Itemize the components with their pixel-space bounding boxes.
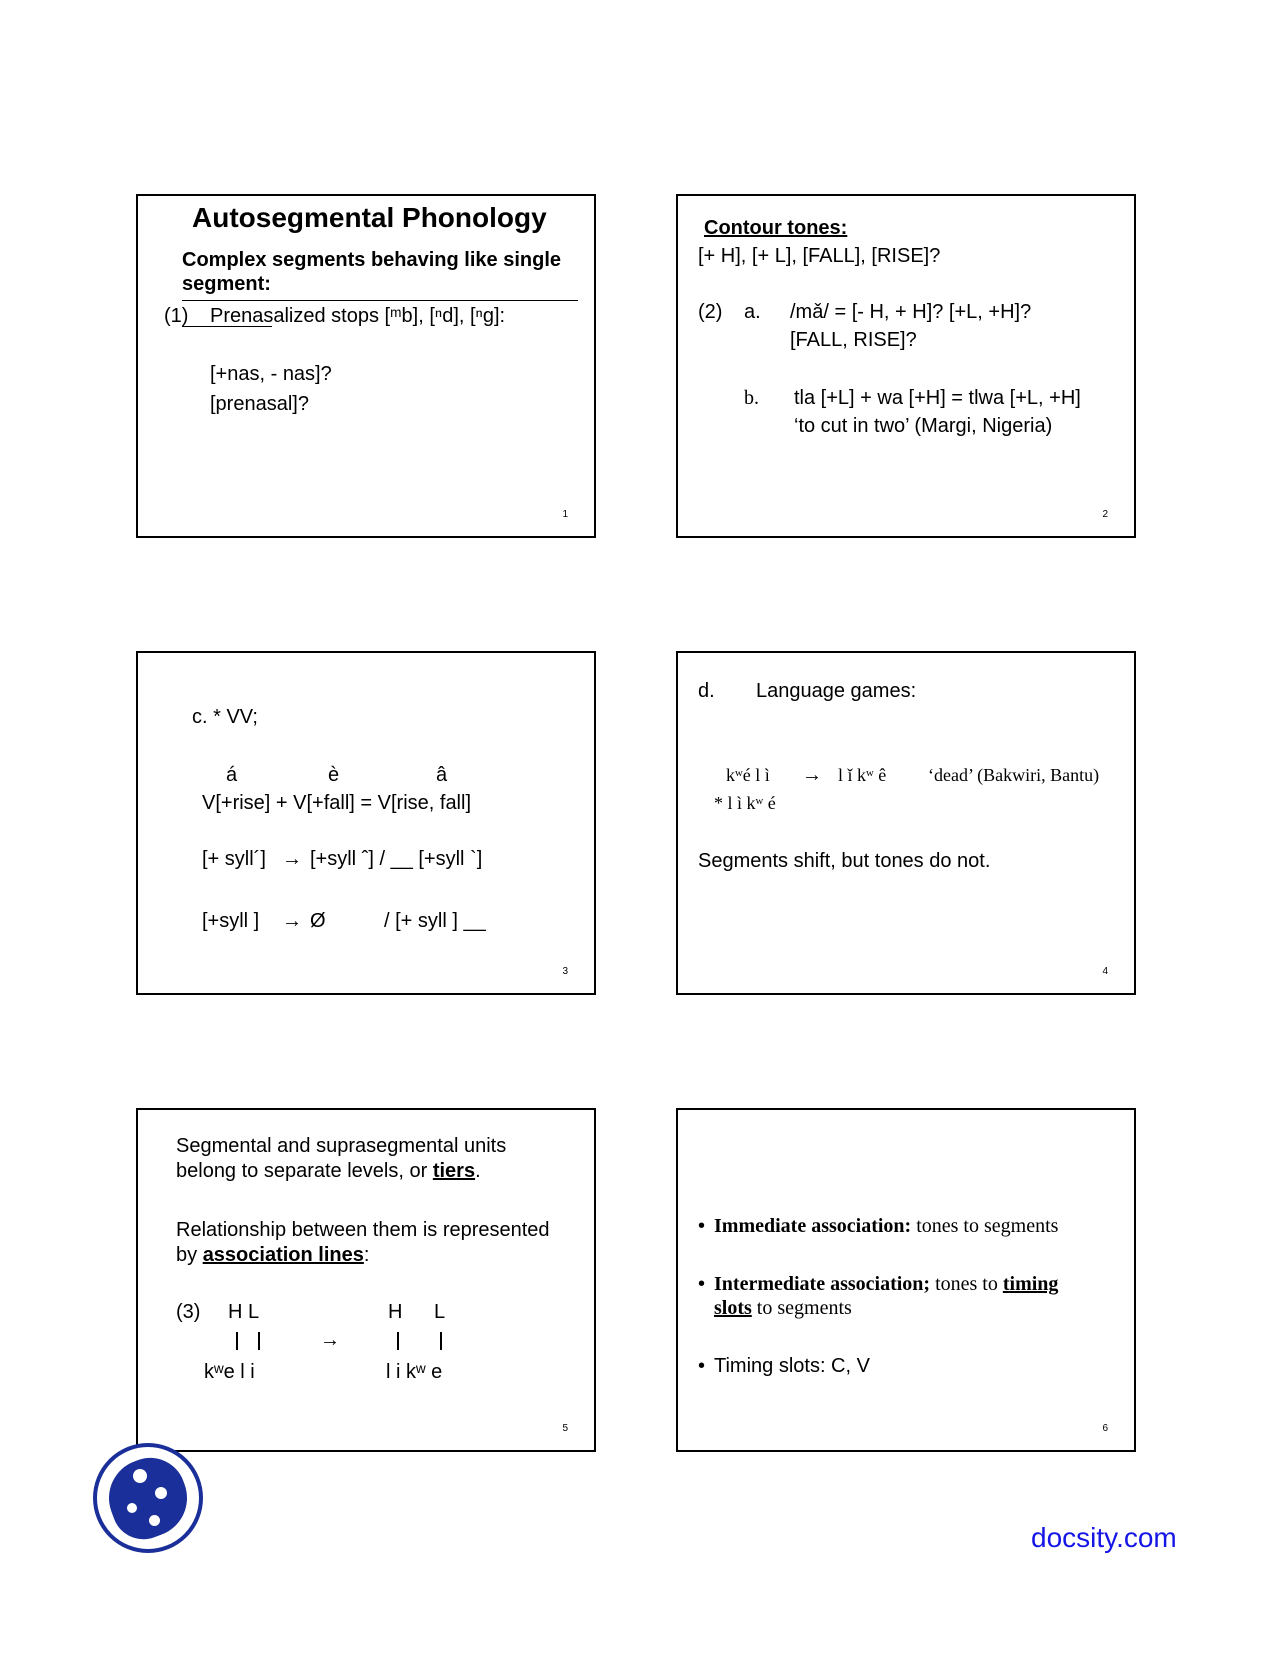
bullet-icon: • bbox=[698, 1215, 706, 1237]
page-number: 4 bbox=[1102, 966, 1108, 977]
page-number: 2 bbox=[1102, 509, 1108, 520]
game-form-1: kʷé l ì bbox=[726, 765, 770, 785]
example-number: (3) bbox=[176, 1301, 201, 1323]
question-2: [prenasal]? bbox=[210, 393, 309, 415]
bullet-icon: • bbox=[698, 1273, 706, 1295]
rule-2-lhs: [+syll ] bbox=[202, 910, 260, 932]
slide-heading: Complex segments behaving like single bbox=[182, 249, 562, 271]
game-starred-form: * l ì kʷ é bbox=[714, 793, 776, 813]
logo-dot bbox=[127, 1503, 137, 1513]
example-number: (2) bbox=[698, 301, 723, 323]
slide-6 bbox=[676, 1108, 1136, 1452]
slide-2 bbox=[676, 194, 1136, 538]
example-text: Prenasalized stops [ᵐb], [ⁿd], [ⁿg]: bbox=[210, 305, 506, 327]
bullet-timing-slots: Timing slots: C, V bbox=[714, 1355, 870, 1377]
example-a-label: a. bbox=[744, 301, 761, 323]
page-number: 3 bbox=[562, 966, 568, 977]
brand-link[interactable]: docsity.com bbox=[1031, 1522, 1177, 1553]
rule-1-lhs: [+ syll´] bbox=[202, 848, 266, 870]
term-timing: timing bbox=[1002, 1273, 1059, 1295]
paragraph-1-line-2 bbox=[176, 1159, 481, 1183]
paragraph-2-line-1: Relationship between them is represented bbox=[176, 1219, 550, 1241]
vowel-rise: á bbox=[226, 764, 238, 786]
term-tiers: tiers bbox=[432, 1160, 476, 1182]
paragraph-2-end: : bbox=[363, 1244, 370, 1266]
bullet-text: to segments bbox=[751, 1297, 852, 1319]
rule-2-rhs: / [+ syll ] __ bbox=[384, 910, 486, 932]
association-line bbox=[258, 1332, 260, 1350]
bullet-text: tones to bbox=[930, 1273, 1003, 1295]
page-number: 5 bbox=[562, 1423, 568, 1434]
logo-blob bbox=[98, 1448, 198, 1548]
example-a-text-cont: [FALL, RISE]? bbox=[790, 329, 917, 351]
example-a-text: /mǎ/ = [- H, + H]? [+L, +H]? bbox=[790, 301, 1032, 323]
arrow-icon: → bbox=[282, 848, 302, 870]
slide-5 bbox=[136, 1108, 596, 1452]
rule-2-null: Ø bbox=[310, 910, 326, 932]
term-intermediate-association: Intermediate association; bbox=[714, 1273, 931, 1295]
rule-1-rhs: [+syll ˆ] / __ [+syll `] bbox=[310, 848, 483, 870]
page-number: 6 bbox=[1102, 1423, 1108, 1434]
term-association-lines: association lines bbox=[202, 1244, 364, 1266]
logo-dot bbox=[133, 1469, 147, 1483]
vowel-rise-fall: â bbox=[436, 764, 448, 786]
heading-underline bbox=[182, 300, 578, 301]
example-number: (1) bbox=[164, 305, 189, 327]
arrow-icon: → bbox=[282, 910, 302, 932]
tone-h: H bbox=[388, 1301, 403, 1323]
example-c: c. * VV; bbox=[192, 706, 258, 728]
logo-dot bbox=[149, 1515, 160, 1526]
arrow-icon: → bbox=[802, 764, 822, 786]
tones-left: H L bbox=[228, 1301, 260, 1323]
tone-l: L bbox=[434, 1301, 446, 1323]
term-immediate-association: Immediate association: bbox=[714, 1215, 912, 1237]
paragraph-1-end: . bbox=[475, 1160, 481, 1182]
slide-3 bbox=[136, 651, 596, 995]
slide-4 bbox=[676, 651, 1136, 995]
slide-heading: Contour tones: bbox=[704, 217, 848, 239]
bullet-intermediate-association-cont bbox=[714, 1296, 852, 1320]
contour-equation: V[+rise] + V[+fall] = V[rise, fall] bbox=[202, 792, 472, 814]
slide-heading: Language games: bbox=[756, 680, 917, 702]
bullet-icon: • bbox=[698, 1355, 706, 1377]
example-b-text: tla [+L] + wa [+H] = tlwa [+L, +H] bbox=[794, 387, 1081, 409]
example-d: d. bbox=[698, 680, 715, 702]
term-slots: slots bbox=[714, 1297, 752, 1319]
slide-heading-cont: segment: bbox=[182, 273, 271, 295]
paragraph-1-text: belong to separate levels, or bbox=[176, 1160, 428, 1182]
feature-list: [+ H], [+ L], [FALL], [RISE]? bbox=[698, 245, 941, 267]
logo-dot bbox=[155, 1487, 167, 1499]
slide-title: Autosegmental Phonology bbox=[192, 202, 547, 233]
association-line bbox=[236, 1332, 238, 1350]
paragraph-2-text: by bbox=[176, 1244, 198, 1266]
game-note: Segments shift, but tones do not. bbox=[698, 850, 991, 872]
bullet-intermediate-association bbox=[714, 1272, 1058, 1296]
paragraph-2-line-2 bbox=[176, 1243, 369, 1267]
association-line bbox=[440, 1332, 442, 1350]
bullet-immediate-association bbox=[714, 1214, 1058, 1238]
segments-right: l i kʷ e bbox=[386, 1361, 443, 1383]
example-b-label: b. bbox=[744, 387, 759, 409]
game-gloss: ‘dead’ (Bakwiri, Bantu) bbox=[928, 765, 1100, 785]
game-form-2: l ǐ kʷ ê bbox=[838, 765, 887, 785]
slide-1 bbox=[136, 194, 596, 538]
segments-left: kʷe l i bbox=[204, 1361, 255, 1383]
page-number: 1 bbox=[562, 509, 568, 520]
question-1: [+nas, - nas]? bbox=[210, 363, 332, 385]
docsity-logo-icon[interactable] bbox=[93, 1443, 203, 1553]
association-line bbox=[397, 1332, 399, 1350]
arrow-icon: → bbox=[320, 1329, 340, 1351]
vowel-fall: è bbox=[328, 764, 340, 786]
bullet-text: tones to segments bbox=[911, 1215, 1059, 1237]
example-b-gloss: ‘to cut in two’ (Margi, Nigeria) bbox=[794, 415, 1053, 437]
paragraph-1-line-1: Segmental and suprasegmental units bbox=[176, 1135, 507, 1157]
